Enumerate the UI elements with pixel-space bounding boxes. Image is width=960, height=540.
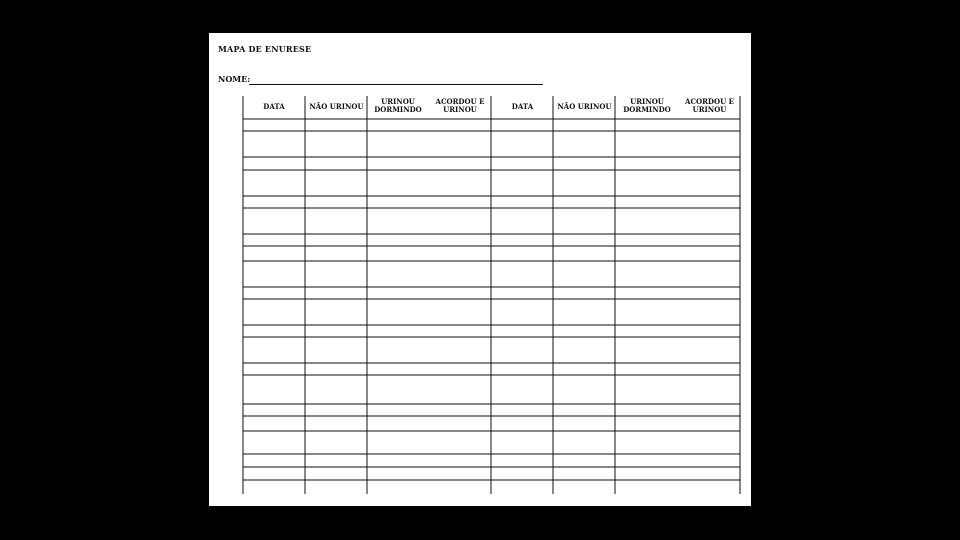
header-woke-and-urinated-2: ACORDOU E URINOU [685, 97, 734, 114]
enuresis-chart-sheet [209, 33, 751, 506]
header-date-2: DATA [511, 102, 534, 111]
header-urinated-sleeping-2: URINOU DORMINDO [623, 97, 671, 114]
header-did-not-urinate-1: NÃO URINOU [309, 102, 364, 111]
table-grid [209, 33, 751, 506]
header-did-not-urinate-2: NÃO URINOU [557, 102, 612, 111]
header-urinated-sleeping-1: URINOU DORMINDO [374, 97, 422, 114]
header-woke-and-urinated-1: ACORDOU E URINOU [435, 97, 485, 114]
form-title: MAPA DE ENURESE [218, 44, 312, 54]
name-label: NOME: [218, 74, 251, 84]
header-date-1: DATA [263, 102, 285, 111]
